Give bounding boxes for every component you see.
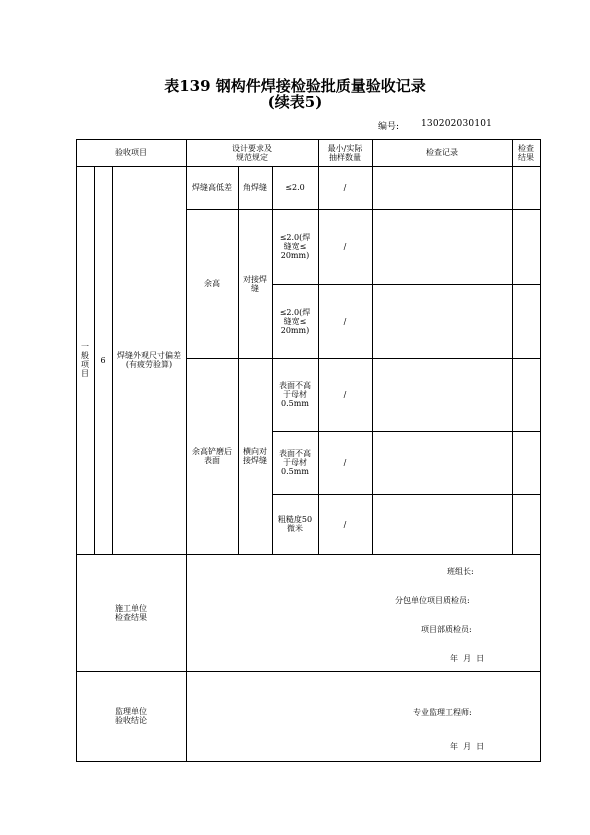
row4-requirement: 表面不高 于母材 0.5mm <box>279 381 311 408</box>
butt-weld-label: 对接焊 缝 <box>243 274 267 293</box>
item-name: 焊缝外观尺寸偏差 (有疲劳验算) <box>117 351 181 369</box>
row2-sampling: / <box>343 242 347 251</box>
form-subtitle: (续表5) <box>267 93 323 111</box>
reinforcement-label: 余高 <box>204 279 220 288</box>
doc-number-value: 130202030101 <box>421 119 493 129</box>
row1-requirement: ≤2.0 <box>285 183 305 192</box>
header-result: 检查 结果 <box>518 143 534 162</box>
row2-requirement: ≤2.0(焊 缝宽≤ 20mm) <box>279 233 311 260</box>
row6-sampling: / <box>343 519 347 529</box>
doc-number-label: 编号: <box>378 122 400 132</box>
form-title: 表139 钢构件焊接检验批质量验收记录 <box>164 77 426 95</box>
dept-inspector-signature: 项目部质检员: <box>421 625 472 634</box>
header-sampling: 最小/实际 抽样数量 <box>327 143 363 162</box>
sub-inspector-signature: 分包单位项目质检员: <box>395 596 470 605</box>
transverse-butt-weld-label: 横向对 接焊缝 <box>243 447 267 465</box>
item-number: 6 <box>100 355 106 365</box>
row3-sampling: / <box>343 316 347 326</box>
ground-surface-label: 余高铲磨后 表面 <box>192 447 232 465</box>
row4-sampling: / <box>343 390 347 399</box>
header-requirement: 设计要求及 规范规定 <box>232 143 272 162</box>
header-item: 验收项目 <box>115 148 147 157</box>
supervision-unit-label: 监理单位 验收结论 <box>115 707 147 725</box>
row3-requirement: ≤2.0(焊 缝宽≤ 20mm) <box>279 307 311 335</box>
supervision-date: 年 月 日 <box>450 742 485 751</box>
team-leader-signature: 班组长: <box>447 567 474 576</box>
fillet-weld-label: 角焊缝 <box>243 183 267 192</box>
construction-unit-label: 施工单位 检查结果 <box>115 603 147 622</box>
category-label: 一般项目 <box>81 342 89 378</box>
weld-height-diff-label: 焊缝高低差 <box>192 183 232 192</box>
row5-sampling: / <box>343 458 347 467</box>
row6-requirement: 粗糙度50 微米 <box>277 515 313 533</box>
construction-date: 年 月 日 <box>450 654 485 663</box>
header-record: 检查记录 <box>426 148 458 157</box>
supervising-engineer-signature: 专业监理工程师: <box>413 708 472 717</box>
row5-requirement: 表面不高 于母材 0.5mm <box>279 449 311 476</box>
row1-sampling: / <box>343 183 347 192</box>
